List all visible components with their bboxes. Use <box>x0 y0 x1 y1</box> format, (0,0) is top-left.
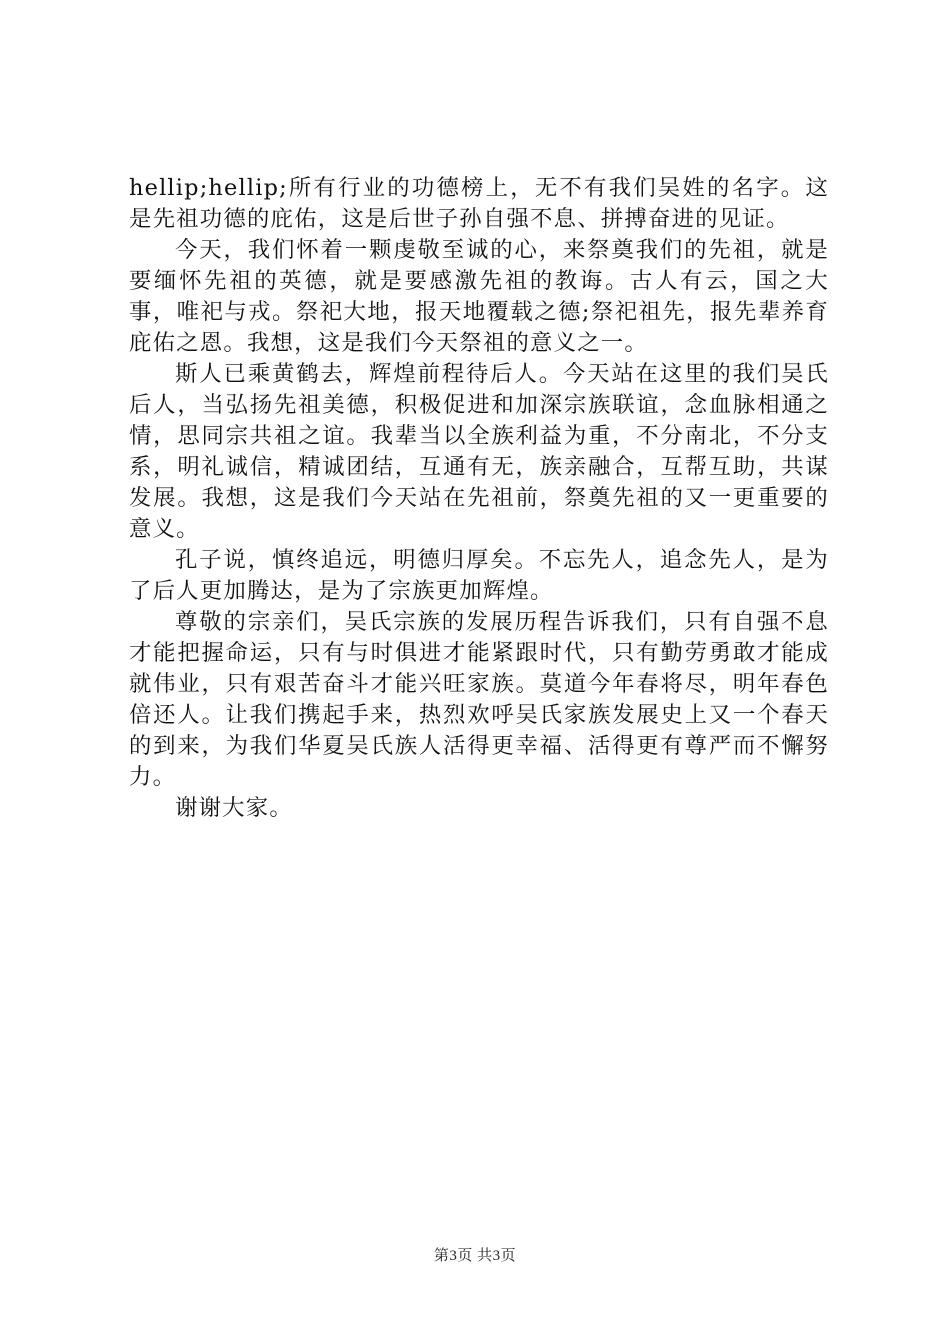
paragraph-4: 孔子说，慎终追远，明德归厚矣。不忘先人，追念先人，是为了后人更加腾达，是为了宗族更加辉煌。 <box>129 547 829 604</box>
document-body <box>129 173 829 824</box>
page-number-footer: 第3页 共3页 <box>433 1248 517 1264</box>
paragraph-5: 尊敬的宗亲们，吴氏宗族的发展历程告诉我们，只有自强不息才能把握命运，只有与时俱进才能紧跟时代，只有勤劳勇敢才能成就伟业，只有艰苦奋斗才能兴旺家族。莫道今年春将尽，明年春色倍还人。让我们携起手来，热烈欢呼吴氏家族发展史上又一个春天的到来，为我们华夏吴氏族人活得更幸福、活得更有尊严而不懈努力。 <box>129 609 829 790</box>
paragraph-6: 谢谢大家。 <box>175 795 293 821</box>
paragraph-2: 今天，我们怀着一颗虔敬至诚的心，来祭奠我们的先祖，就是要缅怀先祖的英德，就是要感激先祖的教诲。古人有云，国之大事，唯祀与戎。祭祀大地，报天地覆载之德;祭祀祖先，报先辈养育庇佑之恩。我想，这是我们今天祭祖的意义之一。 <box>129 237 829 356</box>
paragraph-1: hellip;hellip;所有行业的功德榜上，无不有我们吴姓的名字。这是先祖功德的庇佑，这是后世子孙自强不息、拼搏奋进的见证。 <box>129 175 829 232</box>
paragraph-3: 斯人已乘黄鹤去，辉煌前程待后人。今天站在这里的我们吴氏后人，当弘扬先祖美德，积极促进和加深宗族联谊，念血脉相通之情，思同宗共祖之谊。我辈当以全族利益为重，不分南北，不分支系，明礼诚信，精诚团结，互通有无，族亲融合，互帮互助，共谋发展。我想，这是我们今天站在先祖前，祭奠先祖的又一更重要的意义。 <box>129 361 829 542</box>
